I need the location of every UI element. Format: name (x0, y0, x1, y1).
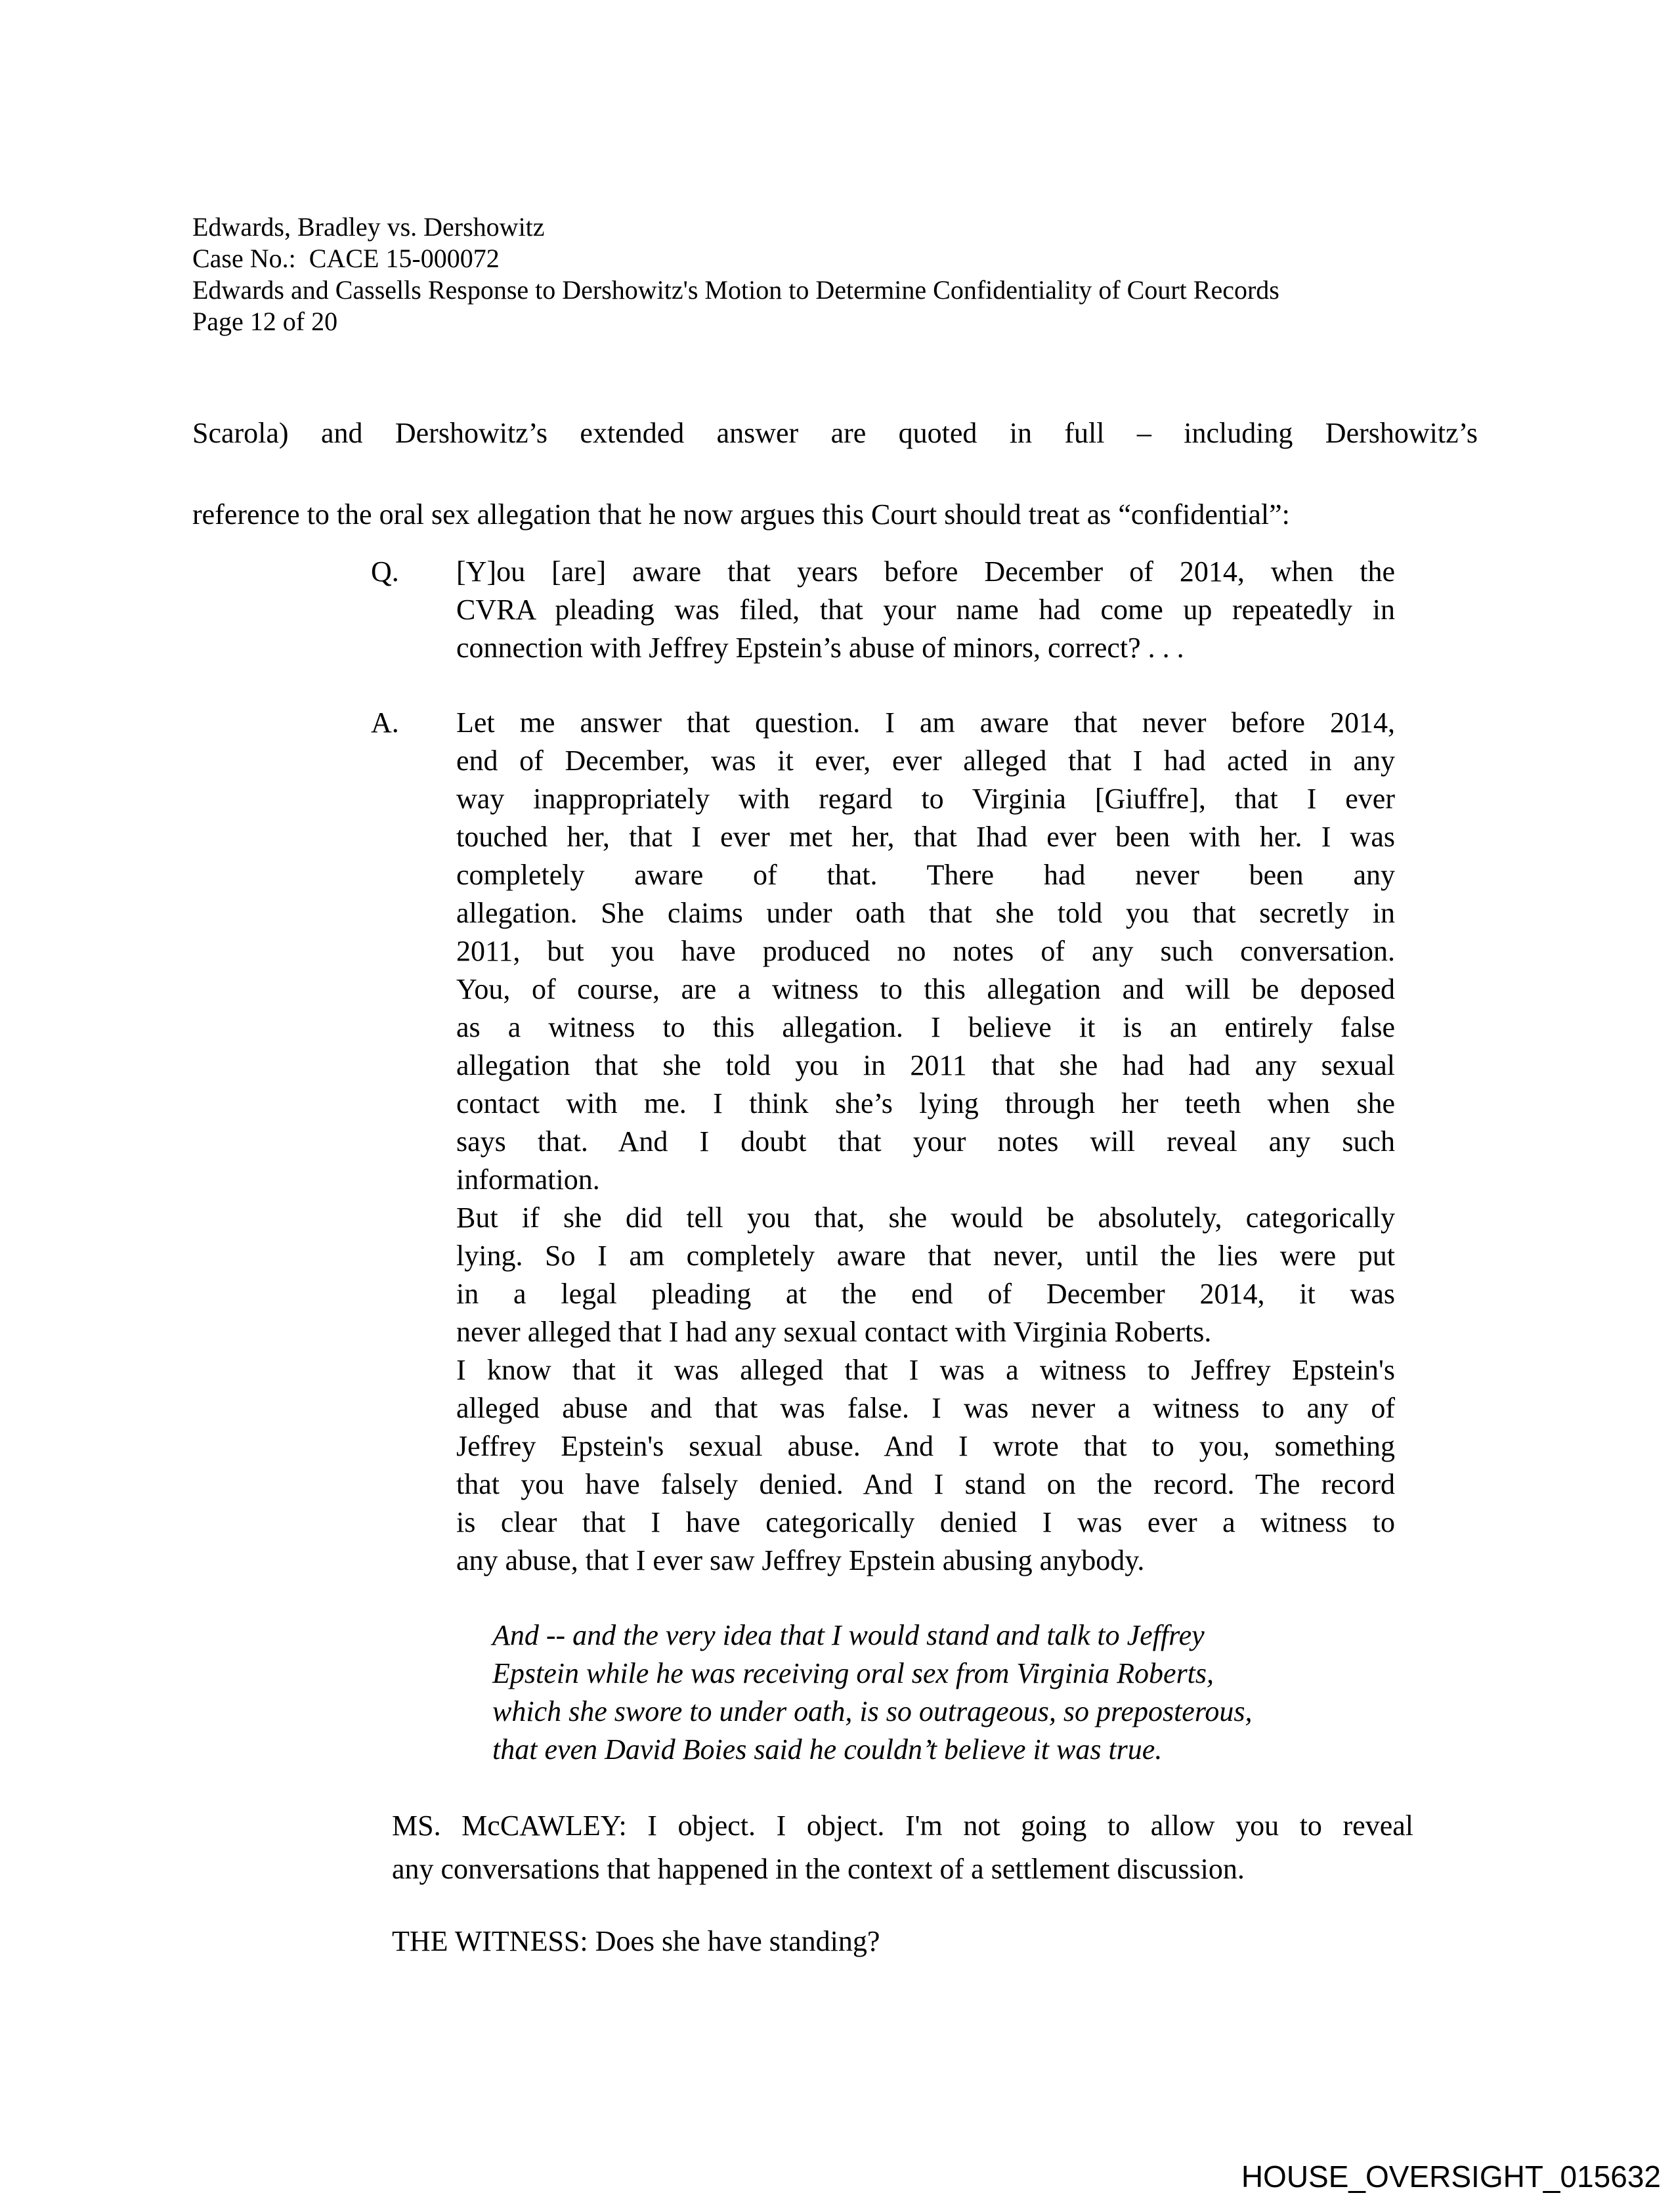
text-line: as a witness to this allegation. I believe it is an entirely false (456, 1011, 1395, 1043)
question-text (456, 553, 1395, 667)
text-line: THE WITNESS: Does she have standing? (392, 1925, 880, 1957)
question-block (371, 553, 1395, 667)
case-caption-header (192, 211, 1440, 337)
answer-paragraph-3 (456, 1351, 1395, 1580)
text-line: But if she did tell you that, she would be absolutely, categorically (456, 1202, 1395, 1234)
text-line: Jeffrey Epstein's sexual abuse. And I wrote that to you, something (456, 1430, 1395, 1462)
text-line: completely aware of that. There had never been any (456, 859, 1395, 891)
text-line: never alleged that I had any sexual contact with Virginia Roberts. (456, 1316, 1212, 1348)
text-line: allegation that she told you in 2011 that she had had any sexual (456, 1049, 1395, 1081)
answer-block (371, 704, 1395, 1580)
text-line: touched her, that I ever met her, that Ihad ever been with her. I was (456, 821, 1395, 853)
text-line: end of December, was it ever, ever alleged that I had acted in any (456, 745, 1395, 777)
text-line: MS. McCAWLEY: I object. I object. I'm not going to allow you to reveal (392, 1810, 1413, 1842)
text-line: any abuse, that I ever saw Jeffrey Epstein abusing anybody. (456, 1544, 1145, 1576)
text-line: any conversations that happened in the context of a settlement discussion. (392, 1853, 1245, 1885)
text-line: Case No.: CACE 15-000072 (192, 244, 500, 273)
text-line: contact with me. I think she’s lying through her teeth when she (456, 1087, 1395, 1119)
text-line: way inappropriately with regard to Virginia [Giuffre], that I ever (456, 783, 1395, 815)
answer-text (456, 704, 1395, 1580)
text-line: reference to the oral sex allegation that he now argues this Court should treat as “confidential”: (192, 498, 1290, 531)
text-line: in a legal pleading at the end of December 2014, it was (456, 1278, 1395, 1310)
text-line: Epstein while he was receiving oral sex from Virginia Roberts, (492, 1657, 1214, 1689)
text-line: Edwards and Cassells Response to Dershowitz's Motion to Determine Confidentiality of Court Records (192, 275, 1279, 305)
bates-number: HOUSE_OVERSIGHT_015632 (1241, 2159, 1661, 2194)
text-line: Let me answer that question. I am aware that never before 2014, (456, 706, 1395, 739)
text-line: that you have falsely denied. And I stand on the record. The record (456, 1468, 1395, 1500)
text-line: says that. And I doubt that your notes will reveal any such (456, 1125, 1395, 1158)
text-line: allegation. She claims under oath that she told you that secretly in (456, 897, 1395, 929)
italic-quote-paragraph (492, 1616, 1411, 1769)
text-line: And -- and the very idea that I would stand and talk to Jeffrey (492, 1619, 1205, 1651)
text-line: You, of course, are a witness to this allegation and will be deposed (456, 973, 1395, 1005)
text-line: Edwards, Bradley vs. Dershowitz (192, 212, 545, 242)
text-line: lying. So I am completely aware that never, until the lies were put (456, 1240, 1395, 1272)
text-line: connection with Jeffrey Epstein’s abuse of minors, correct? . . . (456, 632, 1184, 664)
colloquy-witness (392, 1920, 1413, 1963)
question-label: Q. (371, 555, 399, 588)
colloquy-mccawley (392, 1804, 1413, 1891)
answer-paragraph-1 (456, 704, 1395, 1199)
answer-label: A. (371, 706, 399, 739)
text-line: alleged abuse and that was false. I was never a witness to any of (456, 1392, 1395, 1424)
text-line: I know that it was alleged that I was a witness to Jeffrey Epstein's (456, 1354, 1395, 1386)
text-line: which she swore to under oath, is so outrageous, so preposterous, (492, 1695, 1253, 1727)
intro-paragraph (192, 393, 1478, 555)
text-line: CVRA pleading was filed, that your name had come up repeatedly in (456, 594, 1395, 626)
text-line: is clear that I have categorically denied I was ever a witness to (456, 1506, 1395, 1538)
text-line: [Y]ou [are] aware that years before December of 2014, when the (456, 555, 1395, 588)
text-line: 2011, but you have produced no notes of any such conversation. (456, 935, 1395, 967)
text-line: Scarola) and Dershowitz’s extended answer are quoted in full – including Dershowitz’s (192, 417, 1478, 449)
text-line: information. (456, 1163, 600, 1196)
answer-paragraph-2 (456, 1199, 1395, 1351)
text-line: that even David Boies said he couldn’t believe it was true. (492, 1733, 1163, 1766)
text-line: Page 12 of 20 (192, 307, 338, 336)
